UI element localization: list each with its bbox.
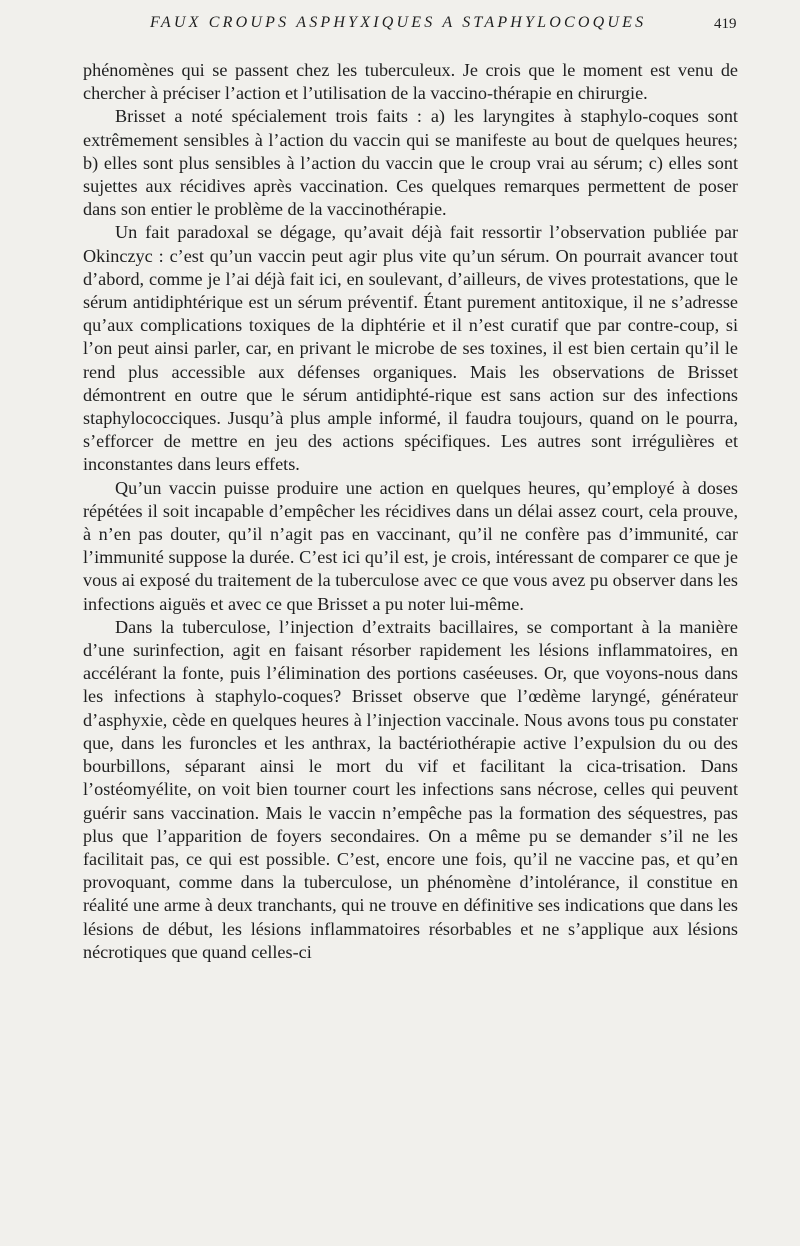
paragraph-vaccine-action: Qu’un vaccin puisse produire une action en quelques heures, qu’employé à doses répétées il soit incapable d’empêcher les récidives dans un délai assez court, cela prouve, à n’en pas douter, qu’il n’agit pas en vaccinant, qu’il ne confère pas d’immunité, car l’immunité suppose la durée. C’est ici qu’il est, je crois, intéressant de comparer ce que je vous ai exposé du traitement de la tuberculose avec ce que vous avez pu observer dans les infections aiguës et avec ce que Brisset a pu noter lui-même. <box>83 477 738 614</box>
page-number: 419 <box>714 16 737 32</box>
paragraph-paradox: Un fait paradoxal se dégage, qu’avait déjà fait ressortir l’observation publiée par Okinczyc : c’est qu’un vaccin peut agir plus vite qu’un sérum. On pourrait avancer tout d’abord, comme je l’ai déjà fait ici, en soulevant, d’ailleurs, de vives protestations, que le sérum antidiphtérique est un sérum préventif. Étant purement antitoxique, il ne s’adresse qu’aux complications toxiques de la diphtérie et il n’est curatif que par contre-coup, si l’on peut ainsi parler, car, en privant le microbe de ses toxines, il est bien certain qu’il le rend plus accessible aux défenses organiques. Mais les observations de Brisset démontrent en outre que le sérum antidiphté-rique est sans action sur des infections staphylococciques. Jusqu’à plus ample informé, il faudra toujours, quand on le pourra, s’efforcer de mettre en jeu des actions spécifiques. Les autres sont irrégulières et inconstantes dans leurs effets. <box>83 222 738 475</box>
body-text <box>83 59 738 964</box>
paragraph-tuberculosis: Dans la tuberculose, l’injection d’extraits bacillaires, se comportant à la manière d’une surinfection, agit en faisant résorber rapidement les lésions inflammatoires, en accélérant la fonte, puis l’élimination des portions caséeuses. Or, que voyons-nous dans les infections à staphylo-coques? Brisset observe que l’œdème laryngé, générateur d’asphyxie, cède en quelques heures à l’injection vaccinale. Nous avons tous pu constater que, dans les furoncles et les anthrax, la bactériothérapie active l’expulsion du ou des bourbillons, séparant ainsi le mort du vif et facilitant la cica-trisation. Dans l’ostéomyélite, on voit bien tourner court les infections sans nécrose, celles qui peuvent guérir sans vaccination. Mais le vaccin n’empêche pas la formation des séquestres, pas plus que l’apparition de foyers secondaires. On a même pu se demander s’il ne les facilitait pas, ce qui est possible. C’est, encore une fois, qu’il ne vaccine pas, et qu’en provoquant, comme dans la tuberculose, un phénomène d’intolérance, il constitue en réalité une arme à deux tranchants, qui ne trouve en définitive ses indications que dans les lésions de début, les lésions inflammatoires résorbables et ne s’applique aux lésions nécrotiques que quand celles-ci <box>83 616 738 962</box>
running-title: FAUX CROUPS ASPHYXIQUES A STAPHYLOCOQUES <box>150 14 647 31</box>
paragraph-brisset-facts: Brisset a noté spécialement trois faits : a) les laryngites à staphylo-coques sont extrêmement sensibles à l’action du vaccin qui se manifeste au bout de quelques heures; b) elles sont plus sensibles à l’action du vaccin que le croup vrai au sérum; c) elles sont sujettes aux récidives après vaccination. Ces quelques remarques permettent de poser dans son entier le problème de la vaccinothérapie. <box>83 106 738 220</box>
paragraph-continued: phénomènes qui se passent chez les tuberculeux. Je crois que le moment est venu de chercher à préciser l’action et l’utilisation de la vaccino-thérapie en chirurgie. <box>83 60 738 104</box>
